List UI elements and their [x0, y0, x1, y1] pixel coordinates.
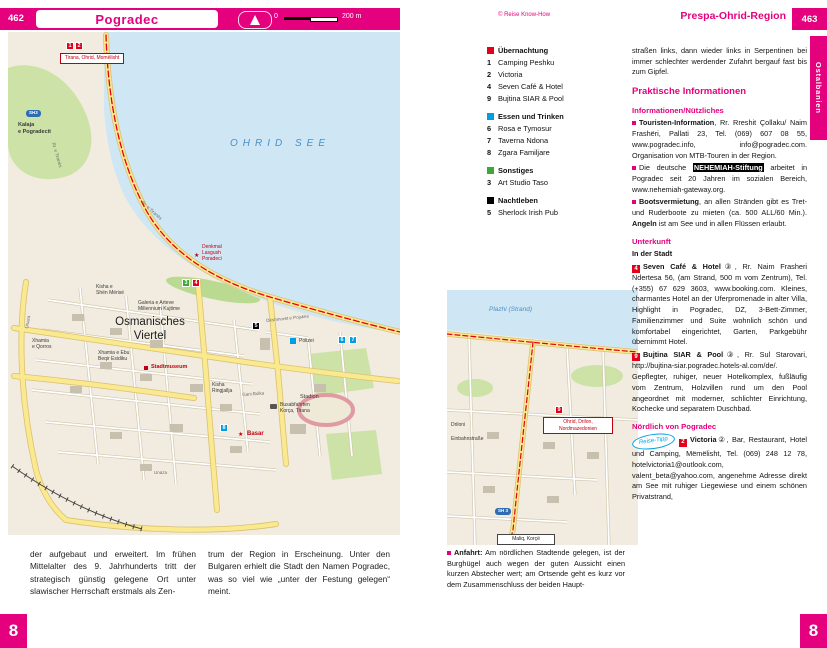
label-xhamia-ebu: Xhamia e Ebu Beqir Esidiku: [98, 350, 130, 362]
anfahrt-text: Am nördlichen Stadtende gelegen, ist der Burghügel auch wegen der guten Aussicht einen kurzen Abstecher wert; am Ortsende geht es kurz vor dem Zusammenschluss der beiden Haupt-: [447, 548, 625, 590]
street-unaza-1: Unaza: [24, 315, 32, 329]
intro-continuation: straßen links, dann wieder links in Serpentinen bei immer schlechter werdender Zufahrt bergauf fast bis zum Gipfel.: [632, 46, 807, 77]
listing-marker-4: 4: [632, 265, 640, 273]
angeln-lead: Angeln: [632, 218, 657, 228]
map-marker-3: 3: [182, 279, 190, 287]
legend-section-essen: [487, 112, 599, 121]
legend-item: [487, 124, 599, 133]
map-marker-4: 4: [192, 279, 200, 287]
road-badge-sh3-east: SH 3: [495, 508, 511, 515]
label-driloni: Driloni: [451, 422, 466, 428]
label-plazhi-strand: Plazhi (Strand): [489, 306, 532, 313]
road-badge-sh3: SH3: [26, 110, 41, 117]
label-galeria: Galeria e Arteve Millennium Kujtime: [138, 300, 180, 312]
street-deshmoret: Dëshmorët e Pojskës: [266, 313, 310, 323]
body-column-1: der aufgebaut und erweitert. Im frühen Mittelalter des 9. Jahrhunderts tritt der strategisch günstig gelegene Ort unter slawischer Herrschaft erstmals als Zen-: [30, 549, 196, 597]
map-marker-1: 1: [66, 42, 74, 50]
legend-item-name: Taverna Ndona: [498, 136, 549, 145]
map-marker-5: 5: [252, 322, 260, 330]
legend-item: [487, 58, 599, 67]
legend-green-square-icon: [487, 167, 494, 174]
label-osmanisches-viertel: Osmanisches Viertel: [115, 316, 185, 342]
legend-item-name: Sherlock Irish Pub: [498, 208, 558, 217]
star-icon: ★: [238, 432, 244, 438]
legend-item: [487, 70, 599, 79]
scale-bar-white: [310, 17, 338, 22]
stadium-oval: [299, 395, 353, 425]
legend-title: Nachtleben: [498, 196, 538, 205]
legend-red-square-icon: [487, 47, 494, 54]
label-kisha-marise: Kisha e Shën Mërisë: [96, 284, 125, 296]
article-column: [632, 46, 807, 628]
legend-item: [487, 178, 599, 187]
scale-bar-black: [284, 17, 310, 20]
boote-paragraph: [632, 197, 807, 229]
anfahrt-paragraph: [447, 548, 625, 591]
map-legend: [487, 46, 599, 220]
legend-item-num: 1: [487, 58, 492, 67]
seven-hotel-text: , Rr. Naim Frasheri Ndertesa 56, (am Strand, 500 m vom Zentrum), Tel. (+355) 67 629 3603, www.booking.com. Kleines, charmantes Hotel an der Uferpromenade in alter Villa, Highlight in Pogradec, DZ, 3-Bett-Zimmer, Familienzimmer und Suite wohnlich schön und komfortabel eingerichtet, Garten, Parkgebühr übernimmt Hotel.: [632, 261, 807, 347]
map-title: [36, 10, 218, 28]
seven-hotel-paragraph: [632, 262, 807, 348]
legend-item-num: 8: [487, 148, 492, 157]
label-ohrid-see: OHRID SEE: [230, 138, 331, 149]
left-header-bar: [0, 8, 400, 30]
right-page-number: 463: [792, 8, 827, 30]
tourist-info-text: , Rr. Rreshit Çollaku/ Naim Frashëri, Pallati 23, Tel. (069) 607 08 55, www.pogradec.info, info@pogradec.com. Organisation von MTB-Touren in der Region.: [632, 118, 807, 160]
star-icon: ★: [194, 253, 200, 259]
legend-item-num: 5: [487, 208, 492, 217]
tourist-info-lead: Touristen-Information: [639, 118, 715, 128]
map-marker-8: 8: [220, 424, 228, 432]
victoria-price-category: ②: [716, 435, 727, 445]
map-title-label: Pogradec: [95, 11, 159, 27]
legend-item-num: 2: [487, 70, 492, 79]
legend-item-name: Camping Peshku: [498, 58, 555, 67]
pogradec-map-east: [447, 290, 638, 545]
legend-title: Essen und Trinken: [498, 112, 564, 121]
label-stadion: Stadion: [300, 394, 319, 400]
copyright-note: © Reise Know-How: [498, 12, 551, 18]
bullet-square-icon: [632, 166, 636, 170]
legend-section-nachtleben: [487, 196, 599, 205]
listing-marker-2: 2: [679, 439, 687, 447]
body-column-2: trum der Region in Erscheinung. Unter den Bulgaren erhielt die Stadt den Namen Pogradec, was so viel wie „unter der Festung gelegen“ meint.: [208, 549, 390, 597]
legend-item: [487, 136, 599, 145]
chapter-tab-left: 8: [0, 614, 27, 648]
legend-item: [487, 82, 599, 91]
listing-marker-9: 9: [632, 353, 640, 361]
legend-item-num: 9: [487, 94, 492, 103]
victoria-name: Victoria: [689, 435, 717, 445]
nehemiah-paragraph: [632, 163, 807, 195]
bujtina-price-category: ③: [723, 350, 737, 360]
bujtina-name: Bujtina SIAR & Pool: [643, 350, 724, 360]
street-unaza-2: Unaza: [154, 470, 168, 475]
north-arrow-icon: [250, 15, 260, 25]
signpost-tirana: Tirana, Ohrid, Momëlisht: [60, 53, 124, 64]
heading-unterkunft: Unterkunft: [632, 236, 671, 246]
nehemiah-highlight: NEHEMIAH-Stiftung: [693, 163, 763, 173]
label-einbahnstrasse: Einbahnstraße: [451, 436, 484, 442]
legend-item-name: Rosa e Tymosur: [498, 124, 552, 133]
scale-label: 200 m: [342, 13, 362, 20]
street-rr-tiranes-2: Rr. e Tiranës: [140, 200, 163, 221]
map-marker-2: 2: [75, 42, 83, 50]
legend-black-square-icon: [487, 197, 494, 204]
region-title: Prespa-Ohrid-Region: [680, 10, 786, 22]
label-basar: Basar: [247, 431, 264, 437]
label-kisha-ringjallja: Kisha Ringjallja: [212, 382, 233, 394]
boot-text: , an allen Stränden gibt es Tret- und Ruderboote zu mieten (ca. 500 ALL/60 Min.).: [632, 197, 807, 218]
label-kalaja: Kalaja e Pogradecit: [18, 122, 52, 135]
legend-item-name: Seven Café & Hotel: [498, 82, 563, 91]
legend-item-name: Victoria: [498, 70, 523, 79]
legend-item: [487, 208, 599, 217]
label-busabfahrten: Busabfahrten Korça, Tirana: [280, 402, 310, 414]
anfahrt-lead: Anfahrt:: [454, 548, 483, 557]
chapter-tab-right: 8: [800, 614, 827, 648]
legend-item: [487, 148, 599, 157]
boot-lead: Bootsvermietung: [639, 197, 700, 207]
legend-item-num: 7: [487, 136, 492, 145]
tourist-info-paragraph: [632, 118, 807, 161]
nehemiah-pre: Die deutsche: [639, 163, 693, 173]
legend-title: Sonstiges: [498, 166, 534, 175]
legend-item-name: Bujtina SIAR & Pool: [498, 94, 564, 103]
label-denkmal-poradeci: Denkmal Lasgush Poradeci: [202, 244, 222, 262]
legend-item-name: Art Studio Taso: [498, 178, 548, 187]
label-stadtmuseum: Stadtmuseum: [151, 364, 188, 370]
bullet-square-icon: [447, 551, 451, 555]
signpost-maliq: Maliq, Korçë: [497, 534, 555, 545]
victoria-text: , Bar, Restaurant, Hotel und Camping, Mëmëlisht, Tel. (069) 248 12 78, hotelvictoria1@outlook.com, valent_beta@yahoo.com, angenehme Adresse direkt am See mit ruhiger Liegewiese und einem schönen Privatstrand,: [632, 435, 807, 502]
side-tab-ostalbanien: Ostalbanien: [810, 36, 827, 140]
left-page-number: 462: [8, 13, 24, 24]
legend-section-uebernachtung: [487, 46, 599, 55]
pogradec-map: [8, 32, 400, 535]
seven-price-category: ③: [720, 261, 735, 271]
label-polizei: Polizei: [299, 338, 314, 344]
heading-praktische-informationen: Praktische Informationen: [632, 86, 747, 98]
bujtina-text: , Rr. Sul Starovari, http://bujtina-siar.pogradec.hotels-al.com/de/. Gepflegter, ruhiger, neuer Hotelkomplex, fußläufig vom Zentrum, Holzvillen rund um den Pool angeordnet mit moderner, schlichter Einrichtung, Kochecke und separatem Duschbad.: [632, 350, 807, 414]
subheading-in-der-stadt: [632, 249, 807, 260]
street-rr-tiranes-1: Rr. e Tiranës: [51, 142, 64, 168]
angeln-text: ist am See und in allen Flüssen erlaubt.: [656, 218, 787, 228]
in-der-stadt-label: In der Stadt: [632, 248, 673, 258]
map-marker-9: 9: [555, 406, 563, 414]
bullet-square-icon: [632, 200, 636, 204]
legend-item-num: 4: [487, 82, 492, 91]
heading-noerdlich-von-pogradec: Nördlich von Pogradec: [632, 422, 717, 432]
bujtina-paragraph: [632, 350, 807, 415]
nehemiah-text: arbeitet in Pogradec seit 20 Jahren im sozialen Bereich, www.nehemiah-gateway.org.: [632, 163, 807, 194]
north-arrow-badge: [238, 11, 272, 29]
label-xhamia-qorros: Xhamia e Qorros: [32, 338, 52, 350]
map-marker-7: 7: [349, 336, 357, 344]
signpost-ohrid-drilon: Ohrid, Drilon, Nordmazedonien: [543, 417, 613, 434]
heading-informationen-nuetzliches: Informationen/Nützliches: [632, 106, 724, 116]
legend-title: Übernachtung: [498, 46, 549, 55]
reise-tipp-badge: Reise-Tipp: [632, 431, 676, 452]
legend-item-num: 6: [487, 124, 492, 133]
legend-item: [487, 94, 599, 103]
legend-section-sonstiges: [487, 166, 599, 175]
seven-hotel-name: Seven Café & Hotel: [643, 261, 721, 271]
legend-blue-square-icon: [487, 113, 494, 120]
legend-item-name: Zgara Familjare: [498, 148, 550, 157]
legend-item-num: 3: [487, 178, 492, 187]
map-marker-6: 6: [338, 336, 346, 344]
victoria-paragraph: [632, 434, 807, 502]
bullet-square-icon: [632, 121, 636, 125]
street-gani-bulka: Gani Bulka: [242, 390, 265, 397]
scale-zero: 0: [274, 13, 278, 20]
